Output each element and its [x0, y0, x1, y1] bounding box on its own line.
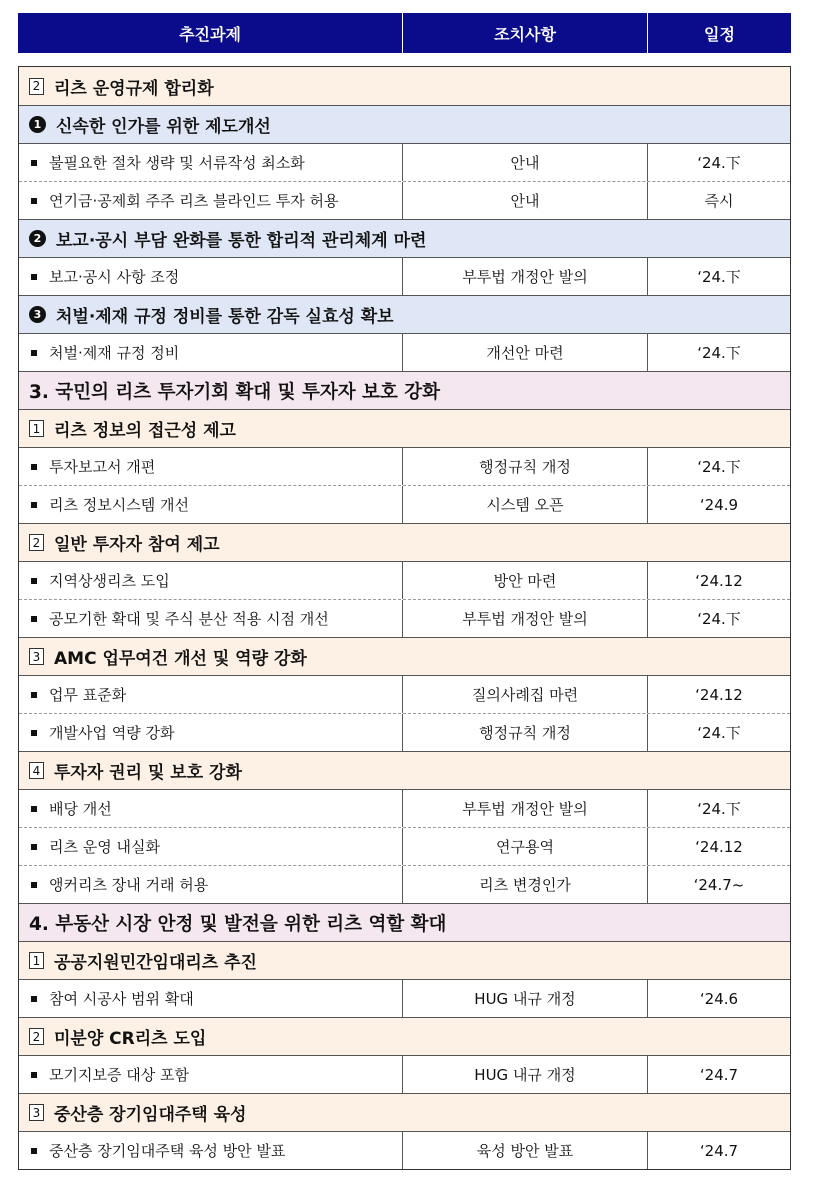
square-bullet-icon [31, 806, 37, 812]
table-row [19, 181, 790, 219]
square-bullet-icon [31, 578, 37, 584]
action-cell: 리츠 변경인가 [403, 866, 648, 903]
table-row [19, 143, 790, 181]
header-schedule: 일정 [704, 24, 735, 44]
table-row [19, 789, 790, 827]
task-cell [19, 144, 403, 181]
schedule-cell: ‘24.7~ [693, 875, 745, 894]
section-heading [19, 1093, 790, 1131]
boxed-number: 2 [29, 78, 44, 95]
schedule-cell: ‘24.12 [695, 571, 743, 590]
schedule-cell: ‘24.7 [699, 1065, 739, 1084]
action-cell: 안내 [403, 182, 648, 219]
table-row [19, 257, 790, 295]
boxed-number: 1 [29, 420, 44, 437]
square-bullet-icon [31, 730, 37, 736]
table-row [19, 447, 790, 485]
section-title: 공공지원민간임대리츠 추진 [54, 953, 257, 973]
section-title: 미분양 CR리츠 도입 [54, 1029, 207, 1049]
circled-number: 3 [29, 306, 46, 323]
task-cell [19, 980, 403, 1017]
square-bullet-icon [31, 198, 37, 204]
task-cell [19, 1132, 403, 1169]
section-heading [19, 295, 790, 333]
action-cell: 부투법 개정안 발의 [403, 790, 648, 827]
header-action: 조치사항 [403, 13, 648, 53]
section-title: 3. 국민의 리츠 투자기회 확대 및 투자자 보호 강화 [29, 381, 440, 403]
circled-number: 2 [29, 230, 46, 247]
table-row [19, 599, 790, 637]
schedule-cell: ‘24.6 [699, 989, 739, 1008]
section-heading [19, 409, 790, 447]
square-bullet-icon [31, 692, 37, 698]
action-cell: 부투법 개정안 발의 [403, 258, 648, 295]
task-cell [19, 562, 403, 599]
table-row [19, 1055, 790, 1093]
action-cell: 안내 [403, 144, 648, 181]
section-heading [19, 637, 790, 675]
table-row [19, 561, 790, 599]
square-bullet-icon [31, 844, 37, 850]
action-cell: 질의사례집 마련 [403, 676, 648, 713]
task-text: 연기금·공제회 주주 리츠 블라인드 투자 허용 [49, 192, 339, 210]
schedule-cell: ‘24.下 [697, 154, 741, 172]
task-cell [19, 714, 403, 751]
task-table [18, 66, 791, 1170]
table-row [19, 333, 790, 371]
section-title: 일반 투자자 참여 제고 [54, 535, 220, 555]
square-bullet-icon [31, 160, 37, 166]
action-cell: 부투법 개정안 발의 [403, 600, 648, 637]
schedule-cell: 즉시 [704, 192, 734, 210]
task-text: 업무 표준화 [49, 686, 127, 704]
section-title: 리츠 정보의 접근성 제고 [54, 421, 236, 441]
task-cell [19, 676, 403, 713]
task-cell [19, 182, 403, 219]
action-cell: 개선안 마련 [403, 334, 648, 371]
boxed-number: 2 [29, 534, 44, 551]
boxed-number: 3 [29, 1104, 44, 1121]
square-bullet-icon [31, 1148, 37, 1154]
schedule-cell: ‘24.7 [699, 1141, 739, 1160]
schedule-cell: ‘24.12 [695, 685, 743, 704]
square-bullet-icon [31, 274, 37, 280]
task-text: 리츠 정보시스템 개선 [49, 496, 189, 514]
square-bullet-icon [31, 350, 37, 356]
task-cell [19, 334, 403, 371]
action-cell: HUG 내규 개정 [403, 980, 648, 1017]
action-cell: 행정규칙 개정 [403, 714, 648, 751]
task-cell [19, 866, 403, 903]
task-text: 공모기한 확대 및 주식 분산 적용 시점 개선 [49, 610, 329, 628]
table-row [19, 827, 790, 865]
section-title: 보고·공시 부담 완화를 통한 합리적 관리체계 마련 [56, 231, 427, 251]
task-cell [19, 1056, 403, 1093]
task-text: 처벌·제재 규정 정비 [49, 344, 180, 362]
section-heading [19, 1017, 790, 1055]
schedule-cell: ‘24.12 [695, 837, 743, 856]
task-text: 개발사업 역량 강화 [49, 724, 175, 742]
section-title: 4. 부동산 시장 안정 및 발전을 위한 리츠 역할 확대 [29, 913, 447, 935]
section-title: 투자자 권리 및 보호 강화 [54, 763, 242, 783]
square-bullet-icon [31, 616, 37, 622]
task-cell [19, 790, 403, 827]
schedule-cell: ‘24.9 [699, 495, 739, 514]
section-heading [19, 941, 790, 979]
section-heading [19, 219, 790, 257]
schedule-cell: ‘24.下 [697, 458, 741, 476]
section-heading [19, 523, 790, 561]
section-heading [19, 105, 790, 143]
action-cell: 육성 방안 발표 [403, 1132, 648, 1169]
square-bullet-icon [31, 882, 37, 888]
circled-number: 1 [29, 116, 46, 133]
schedule-cell: ‘24.下 [697, 268, 741, 286]
section-title: 중산층 장기임대주택 육성 [54, 1105, 247, 1125]
task-text: 투자보고서 개편 [49, 458, 156, 476]
task-text: 참여 시공사 범위 확대 [49, 990, 194, 1008]
schedule-cell: ‘24.下 [697, 610, 741, 628]
section-heading [19, 371, 790, 409]
boxed-number: 1 [29, 952, 44, 969]
section-title: 처벌·제재 규정 정비를 통한 감독 실효성 확보 [56, 307, 394, 327]
square-bullet-icon [31, 1072, 37, 1078]
table-row [19, 485, 790, 523]
boxed-number: 3 [29, 648, 44, 665]
table-row [19, 675, 790, 713]
action-cell: 연구용역 [403, 828, 648, 865]
task-cell [19, 828, 403, 865]
task-text: 모기지보증 대상 포함 [49, 1066, 189, 1084]
schedule-cell: ‘24.下 [697, 800, 741, 818]
section-heading [19, 751, 790, 789]
square-bullet-icon [31, 996, 37, 1002]
action-cell: 시스템 오픈 [403, 486, 648, 523]
task-text: 앵커리츠 장내 거래 허용 [49, 876, 209, 894]
section-heading [19, 67, 790, 105]
task-text: 보고·공시 사항 조정 [49, 268, 180, 286]
table-row [19, 979, 790, 1017]
schedule-cell: ‘24.下 [697, 724, 741, 742]
header-task: 추진과제 [18, 13, 403, 53]
task-cell [19, 258, 403, 295]
action-cell: 방안 마련 [403, 562, 648, 599]
task-text: 중산층 장기임대주택 육성 방안 발표 [49, 1142, 286, 1160]
table-row [19, 713, 790, 751]
task-cell [19, 448, 403, 485]
task-text: 지역상생리츠 도입 [49, 572, 170, 590]
section-title: 리츠 운영규제 합리화 [54, 78, 214, 99]
task-text: 리츠 운영 내실화 [49, 838, 160, 856]
boxed-number: 2 [29, 1028, 44, 1045]
square-bullet-icon [31, 502, 37, 508]
schedule-cell: ‘24.下 [697, 344, 741, 362]
task-cell [19, 600, 403, 637]
section-heading [19, 903, 790, 941]
section-title: 신속한 인가를 위한 제도개선 [56, 117, 271, 137]
action-cell: HUG 내규 개정 [403, 1056, 648, 1093]
action-cell: 행정규칙 개정 [403, 448, 648, 485]
boxed-number: 4 [29, 762, 44, 779]
table-row [19, 865, 790, 903]
section-title: AMC 업무여건 개선 및 역량 강화 [54, 649, 307, 669]
task-text: 불필요한 절차 생략 및 서류작성 최소화 [49, 154, 305, 172]
table-row [19, 1131, 790, 1169]
table-header [18, 13, 791, 53]
task-cell [19, 486, 403, 523]
square-bullet-icon [31, 464, 37, 470]
task-text: 배당 개선 [49, 800, 112, 818]
